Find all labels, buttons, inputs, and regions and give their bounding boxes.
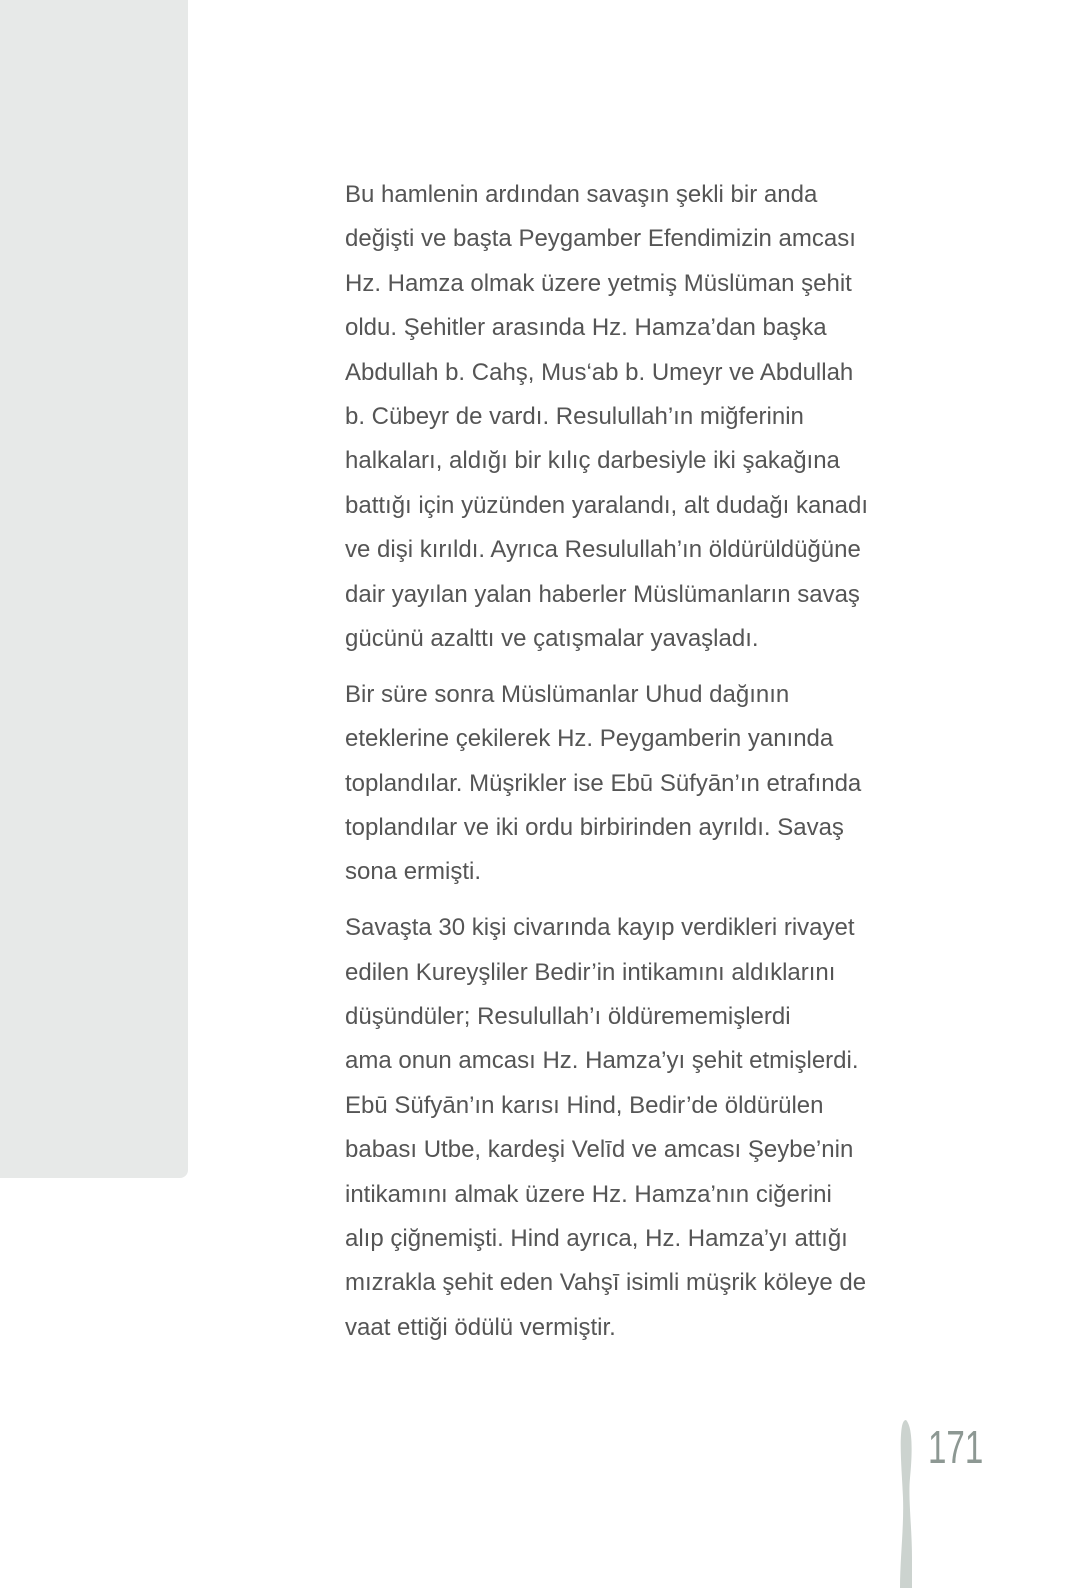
paragraph-2 (345, 673, 945, 895)
text-line: mızrakla şehit eden Vahşī isimli müşrik köleye de (345, 1269, 867, 1297)
page-ornament-icon (894, 1418, 918, 1588)
text-line: gücünü azalttı ve çatışmalar yavaşladı. (345, 624, 759, 652)
ornament-shape (900, 1420, 912, 1588)
page-number: 171 (928, 1421, 984, 1473)
text-line: düşündüler; Resulullah’ı öldürememişlerdi (345, 1003, 791, 1031)
paragraph-3 (345, 906, 945, 1350)
text-line: toplandılar ve iki ordu birbirinden ayrıldı. Savaş (345, 813, 844, 841)
text-line: vaat ettiği ödülü vermiştir. (345, 1313, 616, 1341)
text-line: edilen Kureyşliler Bedir’in intikamını aldıklarını (345, 958, 836, 986)
text-line: b. Cübeyr de vardı. Resulullah’ın miğferinin (345, 402, 804, 430)
text-line: halkaları, aldığı bir kılıç darbesiyle iki şakağına (345, 447, 840, 475)
text-line: babası Utbe, kardeşi Velīd ve amcası Şeybe’nin (345, 1136, 854, 1164)
text-line: Savaşta 30 kişi civarında kayıp verdikleri rivayet (345, 914, 855, 942)
text-line: eteklerine çekilerek Hz. Peygamberin yanında (345, 725, 834, 753)
text-line: ve dişi kırıldı. Ayrıca Resulullah’ın öldürüldüğüne (345, 536, 861, 564)
text-line: intikamını almak üzere Hz. Hamza’nın ciğerini (345, 1180, 832, 1208)
text-line: oldu. Şehitler arasında Hz. Hamza’dan başka (345, 314, 827, 342)
text-line: sona ermişti. (345, 858, 482, 886)
body-text (345, 173, 945, 1362)
text-line: Ebū Süfyān’ın karısı Hind, Bedir’de öldürülen (345, 1091, 824, 1119)
text-line: Hz. Hamza olmak üzere yetmiş Müslüman şehit (345, 269, 852, 297)
text-line: dair yayılan yalan haberler Müslümanların savaş (345, 580, 860, 608)
text-line: ama onun amcası Hz. Hamza’yı şehit etmişlerdi. (345, 1047, 859, 1075)
paragraph-1 (345, 173, 945, 661)
text-line: battığı için yüzünden yaralandı, alt dudağı kanadı (345, 491, 869, 519)
text-line: toplandılar. Müşrikler ise Ebū Süfyān’ın etrafında (345, 769, 862, 797)
text-line: Abdullah b. Cahş, Mus‘ab b. Umeyr ve Abdullah (345, 358, 854, 386)
text-line: Bu hamlenin ardından savaşın şekli bir anda (345, 181, 818, 208)
text-line: Bir süre sonra Müslümanlar Uhud dağının (345, 680, 790, 708)
side-panel (0, 0, 188, 1178)
text-line: alıp çiğnemişti. Hind ayrıca, Hz. Hamza’yı attığı (345, 1224, 848, 1252)
text-line: değişti ve başta Peygamber Efendimizin amcası (345, 225, 856, 253)
